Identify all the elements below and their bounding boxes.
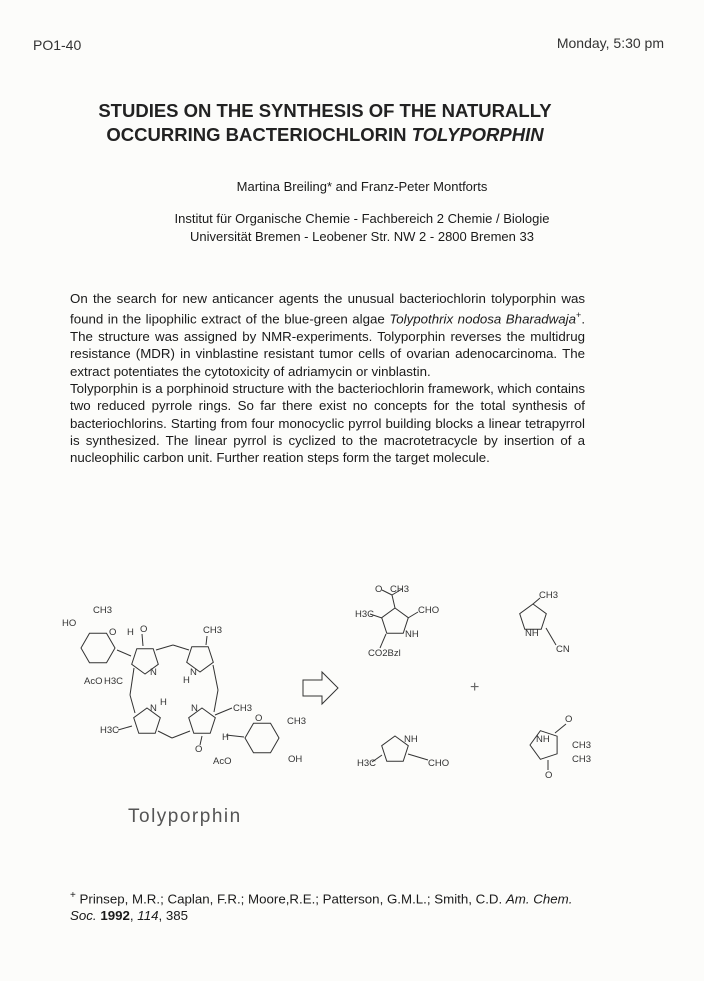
footnote-mark: + bbox=[70, 890, 76, 901]
paper-title bbox=[40, 99, 610, 147]
bond bbox=[142, 634, 143, 646]
bond bbox=[117, 650, 131, 656]
label-ketone-o: O bbox=[195, 744, 203, 755]
reference-pages: , 385 bbox=[158, 908, 189, 924]
session-time: Monday, 5:30 pm bbox=[556, 35, 664, 51]
reference-journal: Am. Chem. Soc. bbox=[70, 891, 573, 924]
title-line-1: STUDIES ON THE SYNTHESIS OF THE NATURALLY bbox=[98, 100, 552, 121]
abstract-body bbox=[70, 290, 585, 466]
label-ch3: CH3 bbox=[203, 625, 223, 636]
bond bbox=[555, 724, 566, 733]
label-n: N bbox=[190, 667, 197, 678]
sugar-ring bbox=[245, 723, 279, 752]
footnote-mark: + bbox=[576, 310, 582, 321]
label-o: O bbox=[375, 584, 383, 595]
reference-authors: Prinsep, M.R.; Caplan, F.R.; Moore,R.E.; Patterson, G.M.L.; Smith, C.D. bbox=[75, 891, 506, 907]
label-cho: CHO bbox=[428, 758, 450, 769]
bond bbox=[392, 595, 395, 608]
figure-caption: Tolyporphin bbox=[128, 806, 242, 827]
label-ch3: CH3 bbox=[233, 703, 253, 714]
label-ch3: CH3 bbox=[287, 716, 307, 727]
reference-year: 1992 bbox=[100, 908, 130, 924]
bond bbox=[118, 726, 132, 730]
label-o: O bbox=[109, 627, 117, 638]
label-cho: CHO bbox=[418, 605, 440, 616]
pyrrole-ring bbox=[520, 604, 547, 629]
label-h: H bbox=[222, 732, 229, 743]
p1-text-a: On the search for new anticancer agents the unusual bacteriochlorin tolyporphin was found in the lipophilic extract of the blue-green algae bbox=[70, 291, 585, 327]
footnote-reference: + Prinsep, M.R.; Caplan, F.R.; Moore,R.E.; Patterson, G.M.L.; Smith, C.D. Am. Chem. Soc. 1992, 114, 385 bbox=[70, 890, 573, 924]
retrosynthesis-arrow bbox=[303, 672, 338, 704]
label-h: H bbox=[127, 627, 134, 638]
label-o: O bbox=[545, 770, 553, 781]
bond bbox=[214, 690, 218, 712]
synthesis-scheme-figure bbox=[0, 570, 704, 800]
label-h3c: H3C bbox=[100, 725, 120, 736]
label-h: H bbox=[183, 675, 190, 686]
affiliation bbox=[0, 210, 704, 246]
label-o: O bbox=[255, 713, 263, 724]
bond bbox=[546, 628, 556, 645]
label-ho: HO bbox=[62, 618, 77, 629]
bond bbox=[408, 612, 418, 618]
bond bbox=[173, 645, 189, 650]
label-ketone-o: O bbox=[140, 624, 148, 635]
label-h3c: H3C bbox=[357, 758, 377, 769]
bond bbox=[130, 695, 135, 713]
bond bbox=[206, 636, 207, 645]
bond bbox=[130, 668, 134, 695]
label-nh: NH bbox=[405, 629, 419, 640]
bond bbox=[156, 645, 173, 650]
label-co2bzl: CO2Bzl bbox=[368, 648, 401, 659]
bond bbox=[158, 731, 172, 738]
atom-labels bbox=[62, 584, 591, 781]
molecule-bonds bbox=[81, 589, 566, 770]
bond bbox=[172, 731, 190, 738]
bond bbox=[213, 665, 218, 690]
title-line-2 bbox=[40, 123, 610, 147]
label-nh: NH bbox=[536, 734, 550, 745]
label-aco: AcO bbox=[213, 756, 232, 767]
reference-volume: 114 bbox=[137, 908, 159, 924]
bond bbox=[380, 634, 386, 648]
p1-text-b: . The structure was assigned by NMR-experiments. Tolyporphin reverses the multidrug resistance (MDR) in vinblastine resistant tumor cells of ovarian adenocarcinoma. The extract potentiates the cytotoxicity of adriamycin or vinblastin. bbox=[70, 311, 586, 379]
label-h3c: H3C bbox=[104, 676, 124, 687]
authors: Martina Breiling* and Franz-Peter Montforts bbox=[236, 179, 488, 194]
label-ch3: CH3 bbox=[539, 590, 559, 601]
label-o: O bbox=[565, 714, 573, 725]
plus-sign: + bbox=[470, 679, 480, 696]
label-ch3: CH3 bbox=[390, 584, 410, 595]
label-n: N bbox=[150, 703, 157, 714]
label-nh: NH bbox=[525, 628, 539, 639]
affiliation-line-1: Institut für Organische Chemie - Fachbereich 2 Chemie / Biologie bbox=[174, 211, 550, 226]
abstract-paragraph-1 bbox=[70, 290, 585, 380]
label-aco: AcO bbox=[84, 676, 103, 687]
species-name: Tolypothrix nodosa Bharadwaja bbox=[389, 311, 577, 327]
affiliation-line-2: Universität Bremen - Leobener Str. NW 2 - 2800 Bremen 33 bbox=[190, 229, 534, 244]
abstract-code: PO1-40 bbox=[33, 37, 82, 53]
label-ch3: CH3 bbox=[93, 605, 113, 616]
label-n: N bbox=[150, 667, 157, 678]
label-oh: OH bbox=[288, 754, 303, 765]
label-ch3: CH3 bbox=[572, 740, 592, 751]
abstract-paragraph-2: Tolyporphin is a porphinoid structure with the bacteriochlorin framework, which contains two reduced pyrrole rings. So far there exist no concepts for the total synthesis of bacteriochlorins. Starting from four monocyclic pyrrol building blocks a linear tetrapyrrol is synthesized. The linear pyrrol is cyclized to the macrotetracycle by insertion of a nucleophilic carbon unit. Further reation steps form the target molecule. bbox=[70, 380, 585, 466]
title-line-2-text: OCCURRING BACTERIOCHLORIN bbox=[106, 124, 412, 145]
label-h3c: H3C bbox=[355, 609, 375, 620]
label-h: H bbox=[160, 697, 167, 708]
label-ch3: CH3 bbox=[572, 754, 592, 765]
label-nh: NH bbox=[404, 734, 418, 745]
title-compound: TOLYPORPHIN bbox=[411, 124, 544, 145]
bond bbox=[215, 708, 232, 715]
label-n: N bbox=[191, 703, 198, 714]
label-cn: CN bbox=[556, 644, 570, 655]
bond bbox=[408, 754, 428, 760]
